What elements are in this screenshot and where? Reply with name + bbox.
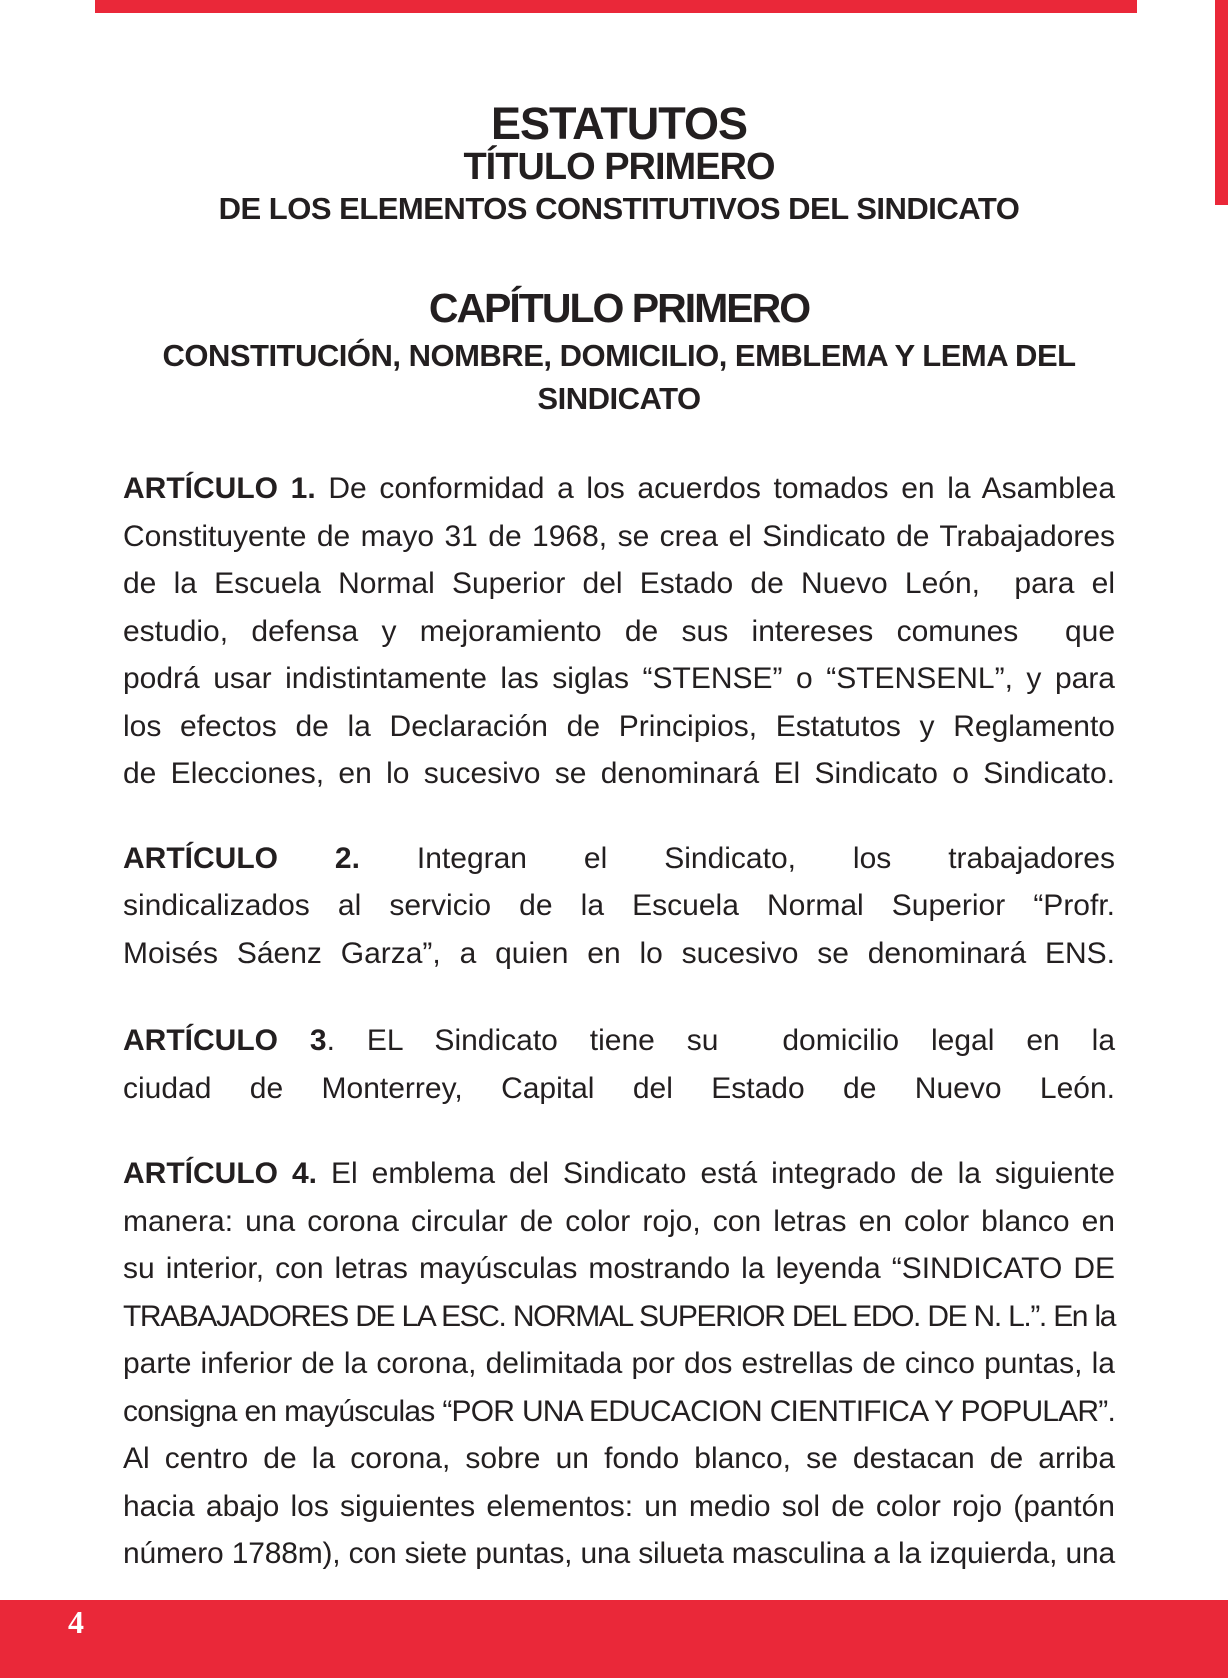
article-line: de la Escuela Normal Superior del Estado de Nuevo León, para el: [123, 567, 1115, 600]
article-line: número 1788m), con siete puntas, una silueta masculina a la izquierda, una: [123, 1537, 1115, 1570]
heading-titulo-primero: TÍTULO PRIMERO: [463, 146, 775, 188]
article-line: parte inferior de la corona, delimitada por dos estrellas de cinco puntas, la: [123, 1347, 1115, 1380]
article-text: De conformidad a los acuerdos tomados en la Asamblea: [315, 472, 1115, 505]
top-red-rule: [95, 0, 1137, 13]
right-red-rule: [1215, 0, 1228, 205]
article-line: [123, 1017, 1115, 1065]
heading-capitulo-subtitle-line1: CONSTITUCIÓN, NOMBRE, DOMICILIO, EMBLEMA Y LEMA DEL: [162, 338, 1076, 373]
article-line: estudio, defensa y mejoramiento de sus intereses comunes que: [123, 614, 1115, 648]
article-line: [123, 465, 1115, 513]
article-label: ARTÍCULO 1.: [123, 472, 316, 505]
article-line: [123, 835, 1115, 883]
article-text: Integran el Sindicato, los trabajadores: [359, 841, 1115, 875]
page-content: [0, 99, 1228, 1578]
article-3: [123, 1017, 1115, 1112]
article-line: consigna en mayúsculas “POR UNA EDUCACION CIENTIFICA Y POPULAR”.: [123, 1394, 1115, 1428]
article-line: [123, 1150, 1115, 1198]
heading-estatutos: ESTATUTOS: [490, 98, 747, 149]
article-line: manera: una corona circular de color rojo, con letras en color blanco en: [123, 1204, 1115, 1238]
heading-capitulo-primero: CAPÍTULO PRIMERO: [428, 285, 810, 331]
article-line: sindicalizados al servicio de la Escuela Normal Superior “Profr.: [123, 889, 1115, 922]
article-line: ciudad de Monterrey, Capital del Estado de Nuevo León.: [123, 1071, 1115, 1105]
article-line: TRABAJADORES DE LA ESC. NORMAL SUPERIOR DEL EDO. DE N. L.”. En la: [123, 1299, 1115, 1333]
article-line: podrá usar indistintamente las siglas “STENSE” o “STENSENL”, y para: [123, 662, 1115, 695]
article-1: [123, 465, 1115, 798]
article-line: su interior, con letras mayúsculas mostrando la leyenda “SINDICATO DE: [123, 1252, 1115, 1285]
heading-capitulo-subtitle-line2: SINDICATO: [537, 381, 701, 416]
article-line: hacia abajo los siguientes elementos: un medio sol de color rojo (pantón: [123, 1489, 1115, 1523]
article-4: [123, 1150, 1115, 1578]
article-label: ARTÍCULO 4.: [123, 1157, 317, 1190]
article-label: ARTÍCULO 3: [123, 1024, 327, 1057]
article-2: [123, 835, 1115, 978]
article-line: Al centro de la corona, sobre un fondo blanco, se destacan de arriba: [123, 1442, 1115, 1475]
footer-band: [0, 1600, 1228, 1678]
article-label: ARTÍCULO 2.: [123, 841, 360, 875]
article-text: El emblema del Sindicato está integrado de la siguiente: [317, 1157, 1115, 1190]
article-line: de Elecciones, en lo sucesivo se denominará El Sindicato o Sindicato.: [123, 757, 1115, 790]
heading-titulo-subtitle: DE LOS ELEMENTOS CONSTITUTIVOS DEL SINDICATO: [218, 191, 1020, 226]
article-line: Constituyente de mayo 31 de 1968, se crea el Sindicato de Trabajadores: [123, 519, 1115, 553]
article-text: . EL Sindicato tiene su domicilio legal en la: [326, 1024, 1116, 1057]
page-number: 4: [68, 1604, 84, 1640]
article-line: Moisés Sáenz Garza”, a quien en lo sucesivo se denominará ENS.: [123, 936, 1115, 970]
article-line: los efectos de la Declaración de Principios, Estatutos y Reglamento: [123, 709, 1115, 743]
